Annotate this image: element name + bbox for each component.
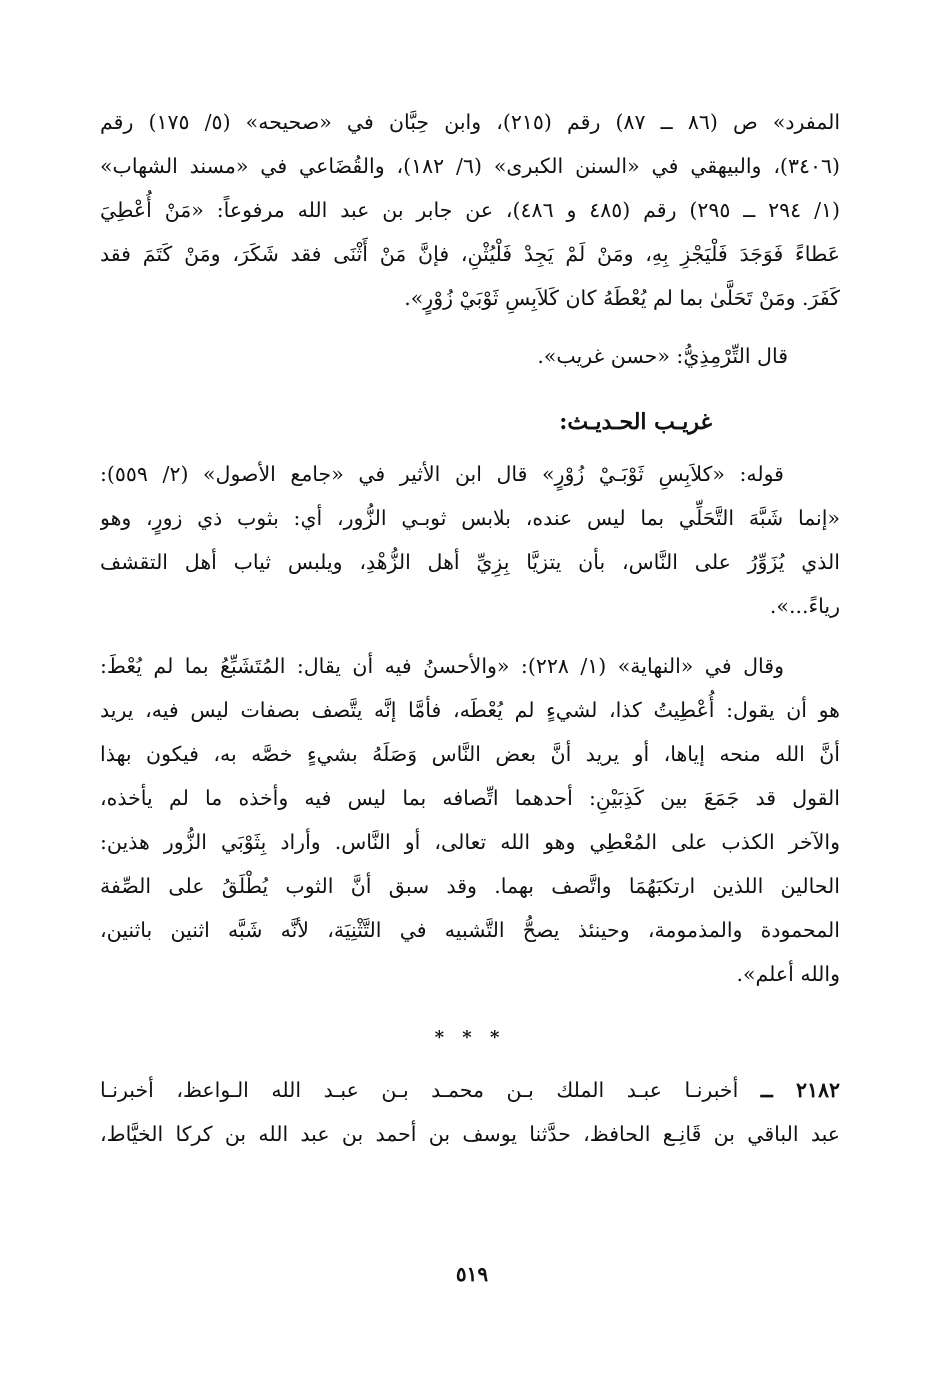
text-line: عَطاءً فَوَجَدَ فَلْيَجْزِ بِهِ، ومَنْ لَمْ يَجِدْ فَلْيُثْنِ، فإنَّ مَنْ أَثْنَى فقد شَكَرَ، ومَنْ كَتَمَ فقد bbox=[100, 242, 840, 266]
paragraph-nihaya bbox=[100, 644, 840, 996]
text-line: الحالين اللذين ارتكبَهُمَا واتَّصف بهما. وقد سبق أنَّ الثوب يُطْلَقُ على الصِّفة bbox=[100, 874, 840, 898]
section-heading: غريـب الحـديـث: bbox=[559, 409, 712, 435]
hadith-2182 bbox=[100, 1068, 840, 1156]
hadith-chain-start: أخبرنـا عبـد الملك بـن محمـد بـن عبـد الله الـواعظ، أخبرنـا bbox=[100, 1078, 761, 1102]
text-line: (٣٤٠٦)، والبيهقي في «السنن الكبرى» (٦/ ١٨٢)، والقُضَاعي في «مسند الشهاب» bbox=[100, 154, 840, 178]
text-line: كَفَرَ. ومَنْ تَحَلَّىٰ بما لم يُعْطَهُ كان كَلاَبِسِ ثَوْبَيْ زُوْرٍ». bbox=[404, 286, 840, 310]
text-line: (١/ ٢٩٤ ــ ٢٩٥) رقم (٤٨٥ و ٤٨٦)، عن جابر بن عبد الله مرفوعاً: «مَنْ أُعْطِيَ bbox=[100, 198, 840, 222]
text-line: «إنما شَبَّهَ التَّحَلِّي بما ليس عنده، بلابس ثوبـي الزُّور، أي: بثوب ذي زورٍ، وهو bbox=[100, 506, 840, 530]
text-line: القول قد جَمَعَ بين كَذِبَيْنِ: أحدهما اتِّصافه بما ليس فيه وأخذه ما لم يأخذه، bbox=[100, 786, 840, 810]
section-separator: * * * bbox=[434, 1027, 506, 1048]
page-body bbox=[100, 92, 840, 1156]
text-line: أنَّ الله منحه إياها، أو يريد أنَّ بعض النَّاس وَصَلَهُ بشيءٍ خصَّه به، فيكون بهذا bbox=[100, 742, 840, 766]
text-line: والآخر الكذب على المُعْطِي وهو الله تعالى، أو النَّاس. وأراد بِثَوْبَي الزُّور هذين: bbox=[100, 830, 840, 854]
text-line: المفرد» ص (٨٦ ــ ٨٧) رقم (٢١٥)، وابن حِبَّان في «صحيحه» (٥/ ١٧٥) رقم bbox=[100, 110, 840, 134]
paragraph-takhrij bbox=[100, 100, 840, 320]
paragraph-ibn-athir bbox=[100, 452, 840, 628]
page-number: ٥١٩ bbox=[455, 1262, 489, 1286]
text-line: والله أعلم». bbox=[736, 962, 840, 986]
text-line: قال التِّرْمِذِيُّ: «حسن غريب». bbox=[537, 344, 788, 368]
text-line: المحمودة والمذمومة، وحينئذ يصحُّ التَّشبيه في التَّثْنِيَة، لأنَّه شَبَّه اثنين باثنين، bbox=[100, 918, 840, 942]
text-line: قوله: «كلاَبِسِ ثَوْبَـيْ زُوْرٍ» قال ابن الأثير في «جامع الأصول» (٢/ ٥٥٩): bbox=[100, 462, 784, 486]
hadith-first-line bbox=[100, 1068, 840, 1112]
text-line: رياءً...». bbox=[769, 594, 840, 618]
paragraph-tirmidhi bbox=[100, 334, 840, 378]
text-line: الذي يُزَوِّرُ على النَّاس، بأن يتزيَّا بِزِيِّ أهل الزُّهْدِ، ويلبس ثياب أهل التقشف bbox=[100, 550, 840, 574]
text-line: عبد الباقي بن قَانِـع الحافظ، حدَّثنا يوسف بن أحمد بن عبد الله بن كركا الخيَّاط، bbox=[100, 1122, 840, 1146]
text-line: وقال في «النهاية» (١/ ٢٢٨): «والأحسنُ فيه أن يقال: المُتَشَبِّعُ بما لم يُعْطَ: bbox=[100, 654, 784, 678]
hadith-number: ٢١٨٢ ــ bbox=[760, 1078, 840, 1102]
text-line: هو أن يقول: أُعْطِيتُ كذا، لشيءٍ لم يُعْطَه، فأمَّا إنَّه يتَّصف بصفات ليس فيه، يريد bbox=[100, 698, 840, 722]
